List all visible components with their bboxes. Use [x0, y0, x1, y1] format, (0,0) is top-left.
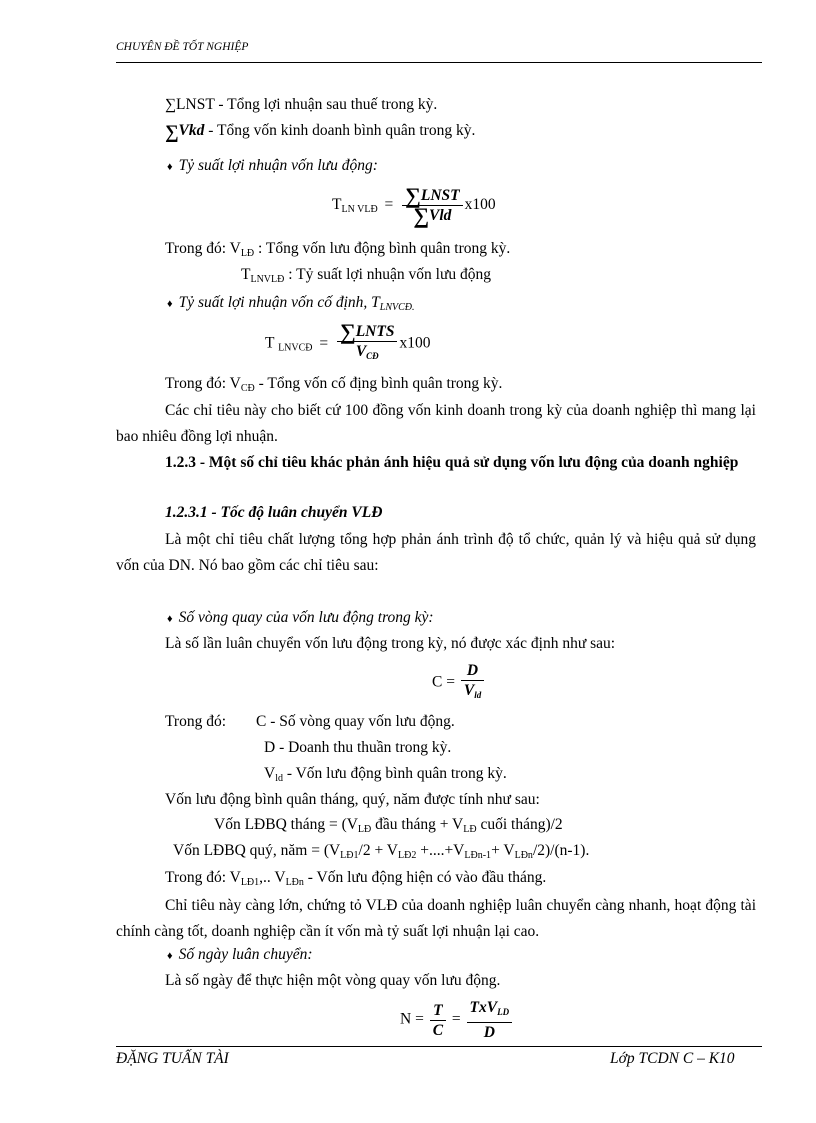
- footer-class: Lớp TCDN C – K10: [610, 1050, 735, 1067]
- sum-icon: ∑: [405, 183, 421, 208]
- sec2-paragraph: Các chỉ tiêu này cho biết cứ 100 đồng vốn kinh doanh trong kỳ của doanh nghiệp thì mang lại bao nhiêu đồng lợi nhuận.: [116, 402, 756, 445]
- fraction-denominator: C: [432, 1021, 444, 1039]
- sec2-title-text: Tỷ suất lợi nhuận vốn cố định, T: [178, 294, 380, 311]
- sec2-title: [167, 294, 415, 313]
- where-sub: ld: [275, 773, 283, 784]
- formula-multiplier: x100: [399, 334, 431, 352]
- where-sub: LĐn: [285, 877, 304, 888]
- formula-tln-vld: [332, 183, 496, 228]
- fraction-denominator: [461, 681, 484, 705]
- fraction: [461, 661, 484, 705]
- sec4-paragraph-1: Là số lần luân chuyển vốn lưu động trong kỳ, nó được xác định như sau:: [165, 635, 616, 652]
- fraction-denominator: [337, 342, 397, 366]
- where-sub: LĐ: [240, 248, 255, 259]
- where-text: : Tỷ suất lợi nhuận vốn lưu động: [284, 266, 491, 283]
- formula-tlnvcd: [265, 319, 431, 366]
- def-lnst: [165, 96, 437, 114]
- fraction-numerator: [337, 319, 397, 344]
- formula-sub: LĐ: [463, 824, 477, 835]
- denominator-sub: CĐ: [366, 351, 379, 361]
- def-vkd-text: - Tổng vốn kinh doanh bình quân trong kỳ.: [204, 122, 476, 139]
- formula-lhs: C =: [432, 673, 455, 691]
- formula-sub: LĐ: [357, 824, 372, 835]
- sec4-where-label: Trong đó:: [165, 713, 227, 730]
- sec4-where-4: [165, 869, 546, 888]
- formula-sub: LĐ1: [340, 850, 359, 861]
- denominator-sub: ld: [474, 690, 482, 700]
- sec2-title-sub: LNVCĐ.: [379, 302, 415, 313]
- formula-part: +....+V: [416, 842, 465, 859]
- formula-multiplier: x100: [464, 196, 496, 214]
- fraction-numerator: T: [430, 1001, 446, 1021]
- formula-lhs: T: [332, 196, 342, 214]
- formula-sub: LĐn-1: [464, 850, 492, 861]
- sec2-where-1: [165, 375, 502, 394]
- formula-sub: LĐn: [514, 850, 533, 861]
- formula-part: cuối tháng)/2: [476, 816, 563, 833]
- equals-sign: =: [451, 1010, 461, 1028]
- where-text: ,.. V: [259, 869, 286, 886]
- denominator-text: Vld: [429, 207, 452, 224]
- sec4-where-1: C - Số vòng quay vốn lưu động.: [256, 713, 455, 730]
- formula-lhs: N =: [400, 1010, 424, 1028]
- formula-n: [400, 998, 514, 1042]
- sum-icon: ∑: [340, 319, 356, 344]
- def-vkd: [165, 122, 475, 144]
- formula-part: /2)/(n-1).: [532, 842, 590, 859]
- formula-c: [432, 661, 486, 705]
- fraction-denominator: D: [483, 1024, 495, 1041]
- sec4-where-2: D - Doanh thu thuần trong kỳ.: [264, 739, 452, 756]
- header-rule: [116, 62, 762, 63]
- formula-part: /2 + V: [358, 842, 398, 859]
- bullet-icon: ♦: [167, 298, 173, 310]
- sec3-paragraph: Là một chỉ tiêu chất lượng tổng hợp phản ánh trình độ tổ chức, quản lý và hiệu quả sử dụng vốn của DN. Nó bao gồm các chỉ tiêu sau:: [116, 531, 756, 574]
- sec4-paragraph-3: Chỉ tiêu này càng lớn, chứng tỏ VLĐ của doanh nghiệp luân chuyển càng nhanh, hoạt động tài chính càng tốt, doanh nghiệp cần ít vốn mà tỷ suất lợi nhuận lại cao.: [116, 897, 756, 940]
- sec1-where-1: [165, 240, 510, 259]
- numerator-text: TxV: [469, 999, 498, 1016]
- where-label: Trong đó: V: [165, 869, 241, 886]
- formula-part: Vốn LĐBQ tháng = (V: [214, 816, 358, 833]
- def-lnst-text: - Tổng lợi nhuận sau thuế trong kỳ.: [214, 96, 438, 113]
- where-text: - Tổng vốn cố địng bình quân trong kỳ.: [254, 375, 503, 392]
- equals-sign: =: [319, 334, 329, 352]
- fraction-denominator: [402, 203, 462, 228]
- footer-rule: [116, 1046, 762, 1047]
- fraction: [337, 319, 397, 366]
- fraction: [430, 1001, 446, 1040]
- sec4-title-text: Số vòng quay của vốn lưu động trong kỳ:: [178, 609, 434, 626]
- formula-part: Vốn LĐBQ quý, năm = (V: [173, 842, 341, 859]
- subsection-heading-1-2-3-1: 1.2.3.1 - Tốc độ luân chuyển VLĐ: [165, 504, 383, 521]
- fraction: [467, 998, 513, 1042]
- numerator-text: LNST: [420, 187, 460, 204]
- where-sub: LNVLĐ: [250, 274, 285, 285]
- formula-part: đầu tháng + V: [371, 816, 464, 833]
- where-label: T: [241, 266, 251, 283]
- equals-sign: =: [384, 196, 394, 214]
- sec4-paragraph-2: Vốn lưu động bình quân tháng, quý, năm được tính như sau:: [165, 791, 540, 808]
- def-vkd-symbol: Vkd: [178, 122, 205, 139]
- sum-icon: ∑: [165, 122, 179, 143]
- sec5-paragraph-1: Là số ngày để thực hiện một vòng quay vốn lưu động.: [165, 972, 501, 989]
- where-symbol: V: [264, 765, 276, 782]
- bullet-icon: ♦: [167, 161, 173, 173]
- fraction: [402, 183, 462, 228]
- fraction-numerator: [402, 183, 462, 208]
- sec4-title: [167, 609, 434, 627]
- sec4-where-3: [264, 765, 507, 784]
- sec5-title: [167, 946, 313, 964]
- bullet-icon: ♦: [167, 950, 173, 962]
- sec5-title-text: Số ngày luân chuyển:: [178, 946, 313, 963]
- fraction-numerator: D: [461, 661, 484, 681]
- numerator-sub: LD: [497, 1007, 510, 1017]
- sec1-where-2: [241, 266, 491, 285]
- formula-part: + V: [491, 842, 515, 859]
- numerator-text: LNTS: [355, 323, 395, 340]
- sec1-title-text: Tỷ suất lợi nhuận vốn lưu động:: [178, 157, 378, 174]
- section-heading-1-2-3: 1.2.3 - Một số chỉ tiêu khác phản ánh hiệu quả sử dụng vốn lưu động của doanh nghiệp: [165, 454, 739, 471]
- fraction-numerator: [467, 998, 513, 1023]
- formula-lhs-sub: LN VLĐ: [341, 204, 378, 216]
- where-text: : Tổng vốn lưu động bình quân trong kỳ.: [254, 240, 511, 257]
- page-header: CHUYÊN ĐỀ TỐT NGHIỆP: [116, 41, 249, 53]
- formula-lhs: T: [265, 334, 275, 352]
- where-sub: CĐ: [240, 383, 255, 394]
- formula-sub: LĐ2: [397, 850, 417, 861]
- where-label: Trong đó: V: [165, 240, 241, 257]
- sec1-title: [167, 157, 378, 175]
- def-lnst-symbol: ∑LNST: [165, 96, 215, 113]
- bullet-icon: ♦: [167, 613, 173, 625]
- where-text: - Vốn lưu động bình quân trong kỳ.: [282, 765, 507, 782]
- where-text: - Vốn lưu động hiện có vào đầu tháng.: [303, 869, 547, 886]
- footer-author: ĐẶNG TUẤN TÀI: [116, 1050, 229, 1067]
- denominator-text: V: [463, 682, 475, 699]
- formula-quarterly: [173, 842, 589, 861]
- where-sub: LĐ1: [240, 877, 260, 888]
- denominator-text: V: [355, 343, 367, 360]
- formula-monthly: [214, 816, 563, 835]
- formula-lhs-sub: LNVCĐ: [278, 342, 313, 354]
- sum-icon: ∑: [413, 203, 430, 228]
- where-label: Trong đó: V: [165, 375, 241, 392]
